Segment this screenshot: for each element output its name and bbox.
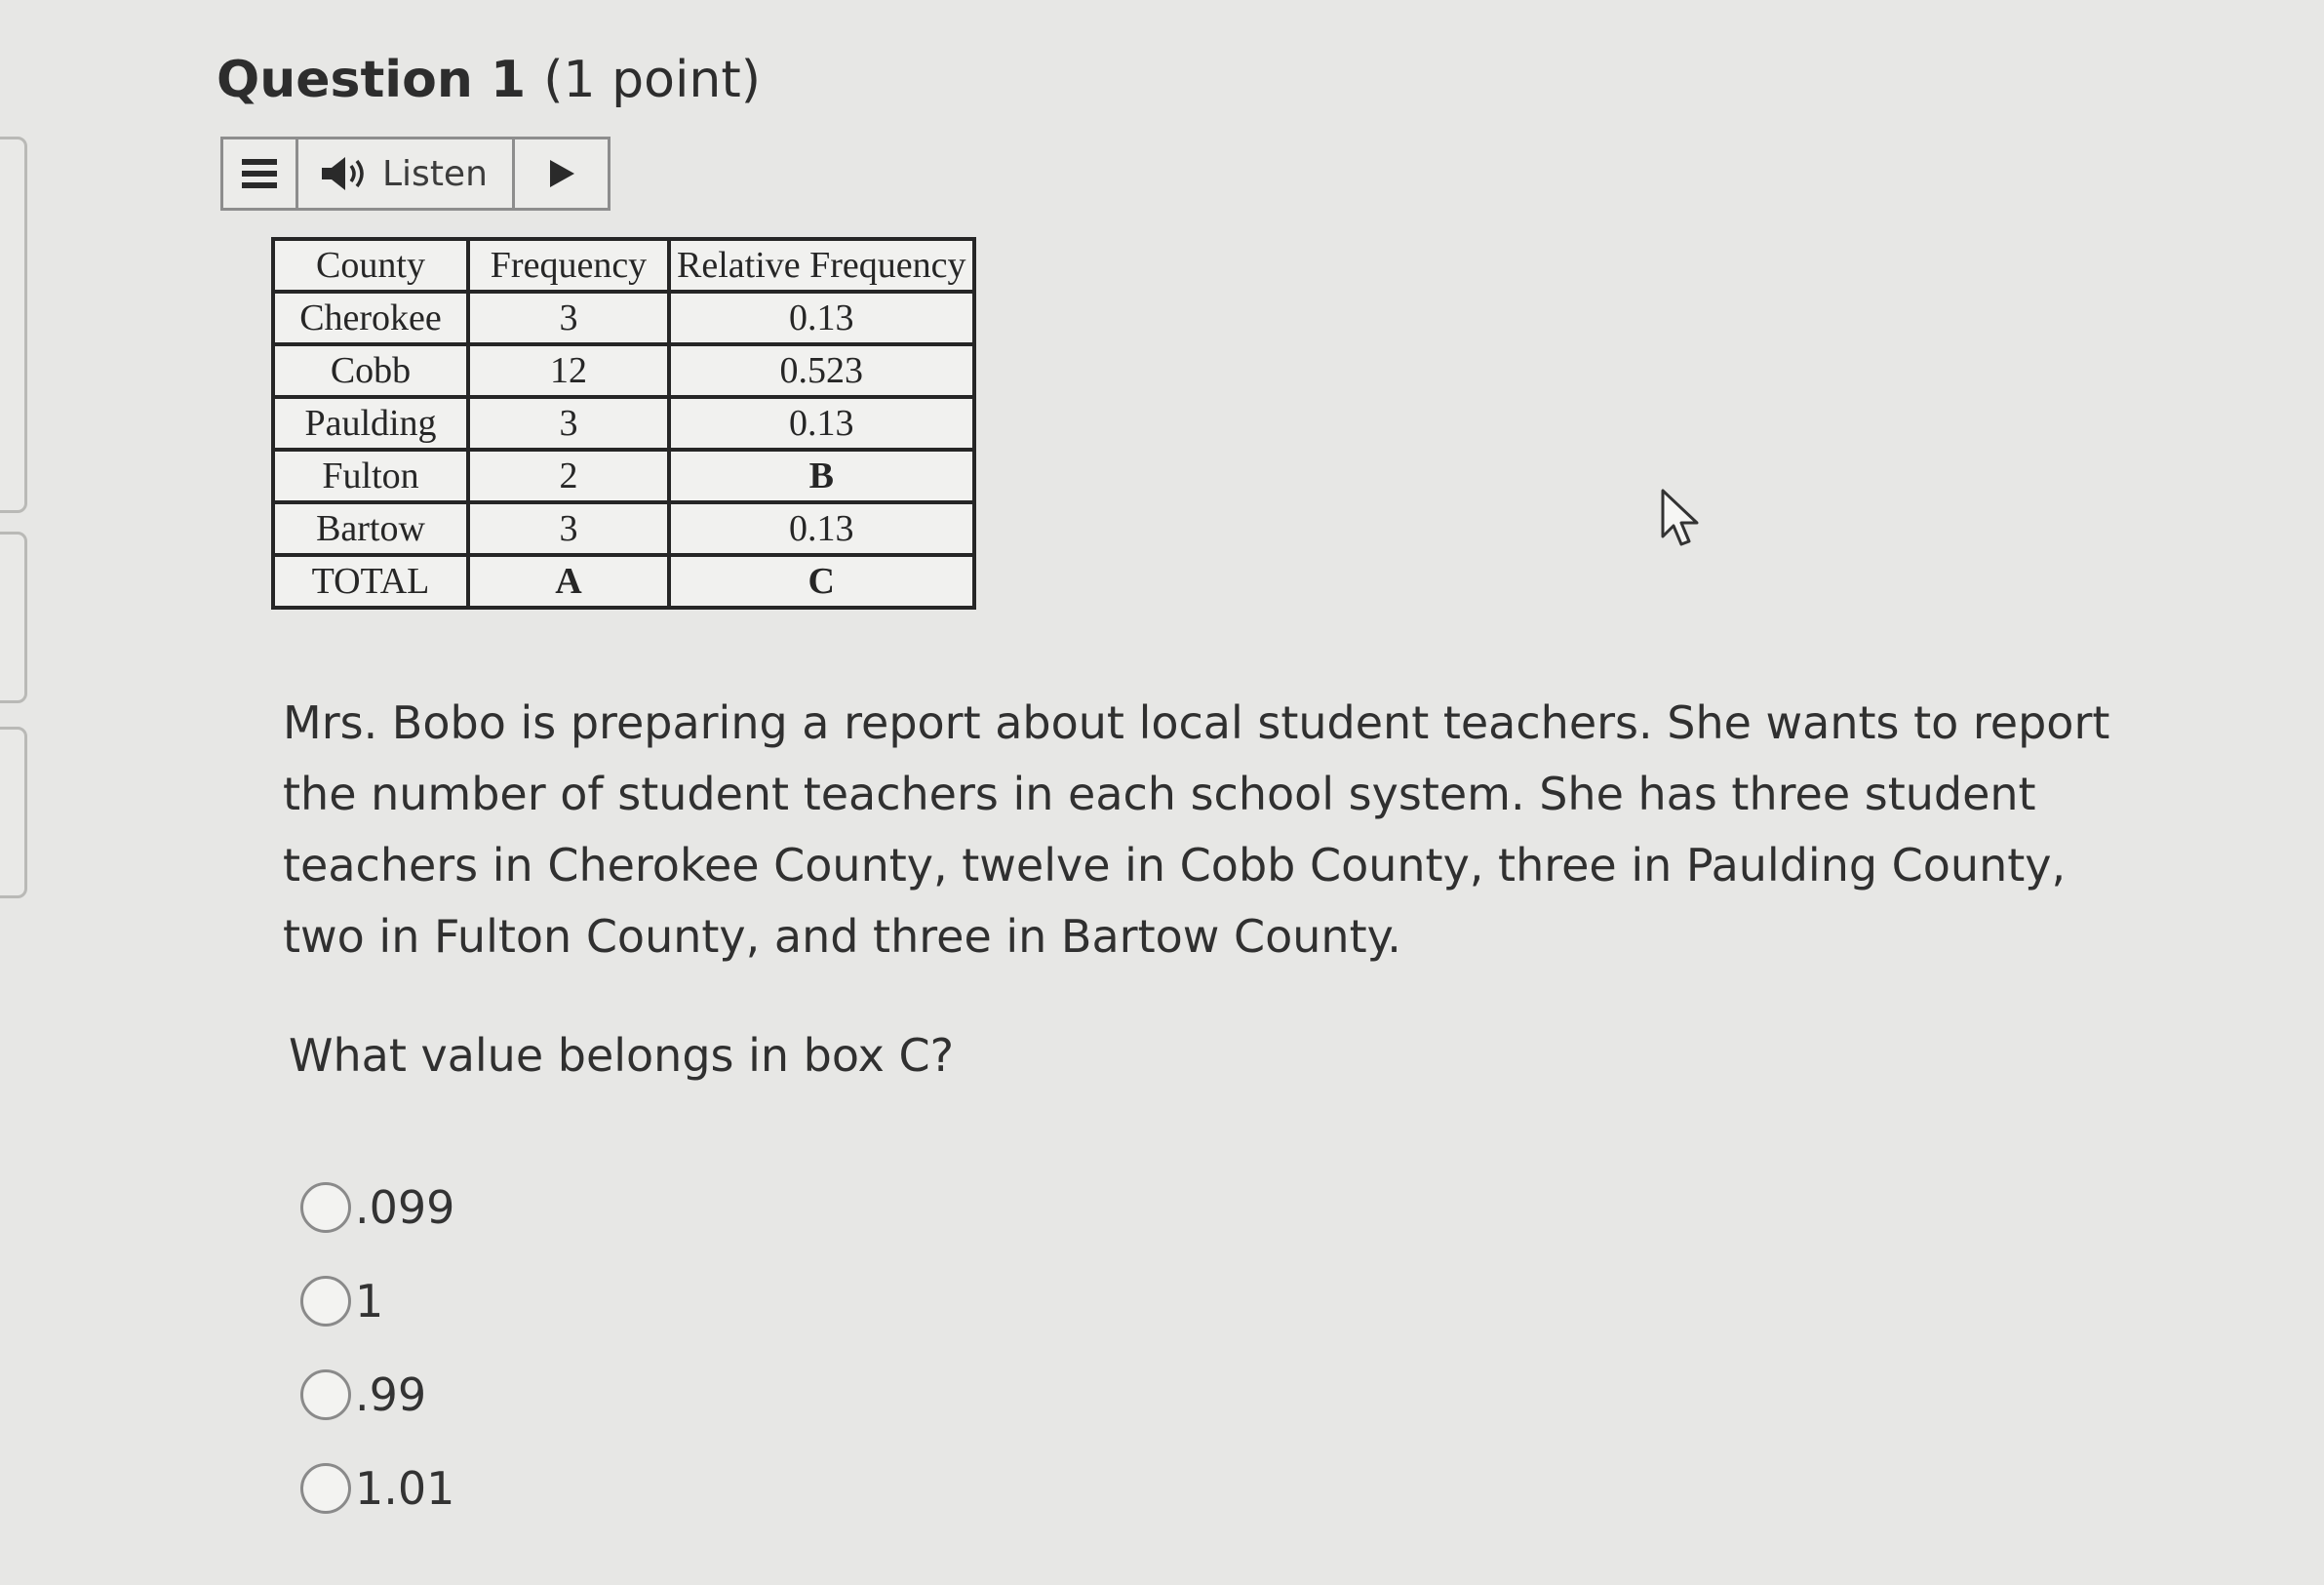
menu-button[interactable] <box>223 139 298 208</box>
sidebar-panel-edge <box>0 137 27 513</box>
county-cell: Cherokee <box>273 292 468 344</box>
option-label: 1.01 <box>355 1462 455 1515</box>
county-cell: TOTAL <box>273 555 468 608</box>
relative-frequency-cell: B <box>669 450 974 502</box>
county-cell: Cobb <box>273 344 468 397</box>
option-label: .99 <box>355 1368 427 1421</box>
frequency-cell: 3 <box>468 397 669 450</box>
question-points: (1 point) <box>543 51 762 109</box>
answer-option[interactable] <box>300 1348 454 1442</box>
relative-frequency-cell: 0.13 <box>669 397 974 450</box>
relative-frequency-cell: 0.13 <box>669 292 974 344</box>
menu-icon <box>240 154 279 193</box>
table-header-row <box>273 239 974 292</box>
relative-frequency-cell: C <box>669 555 974 608</box>
table-row <box>273 502 974 555</box>
answer-option[interactable] <box>300 1161 454 1254</box>
play-icon <box>547 158 576 189</box>
listen-toolbar <box>220 137 611 211</box>
frequency-cell: A <box>468 555 669 608</box>
frequency-cell: 12 <box>468 344 669 397</box>
frequency-cell: 2 <box>468 450 669 502</box>
county-cell: Fulton <box>273 450 468 502</box>
radio-button[interactable] <box>300 1369 351 1420</box>
sidebar-panel-edge <box>0 727 27 898</box>
frequency-cell: 3 <box>468 292 669 344</box>
question-title <box>217 51 761 109</box>
relative-frequency-cell: 0.523 <box>669 344 974 397</box>
frequency-cell: 3 <box>468 502 669 555</box>
county-cell: Paulding <box>273 397 468 450</box>
table-row-total <box>273 555 974 608</box>
answer-option[interactable] <box>300 1442 454 1535</box>
column-header-county: County <box>273 239 468 292</box>
option-label: .099 <box>355 1181 455 1234</box>
listen-label: Listen <box>382 153 488 194</box>
table-row <box>273 450 974 502</box>
play-button[interactable] <box>515 139 608 208</box>
column-header-frequency: Frequency <box>468 239 669 292</box>
question-text: What value belongs in box C? <box>289 1029 954 1082</box>
mouse-cursor-icon <box>1660 488 1703 550</box>
table-row <box>273 292 974 344</box>
speaker-icon <box>320 154 374 193</box>
option-label: 1 <box>355 1275 384 1327</box>
table-row <box>273 344 974 397</box>
frequency-table <box>271 237 976 610</box>
sidebar-panel-edge <box>0 532 27 703</box>
county-cell: Bartow <box>273 502 468 555</box>
radio-button[interactable] <box>300 1182 351 1233</box>
answer-options <box>300 1161 454 1535</box>
radio-button[interactable] <box>300 1463 351 1514</box>
table-row <box>273 397 974 450</box>
column-header-relative-frequency: Relative Frequency <box>669 239 974 292</box>
listen-button[interactable] <box>298 139 515 208</box>
question-prompt: Mrs. Bobo is preparing a report about local student teachers. She wants to report the number of student teachers in each school system. She has three student teachers in Cherokee County, twelve in Cobb County, three in Paulding County, two in Fulton County, and three in Bartow County. <box>283 696 2110 963</box>
question-number: Question 1 <box>217 51 527 109</box>
answer-option[interactable] <box>300 1254 454 1348</box>
relative-frequency-cell: 0.13 <box>669 502 974 555</box>
radio-button[interactable] <box>300 1276 351 1327</box>
